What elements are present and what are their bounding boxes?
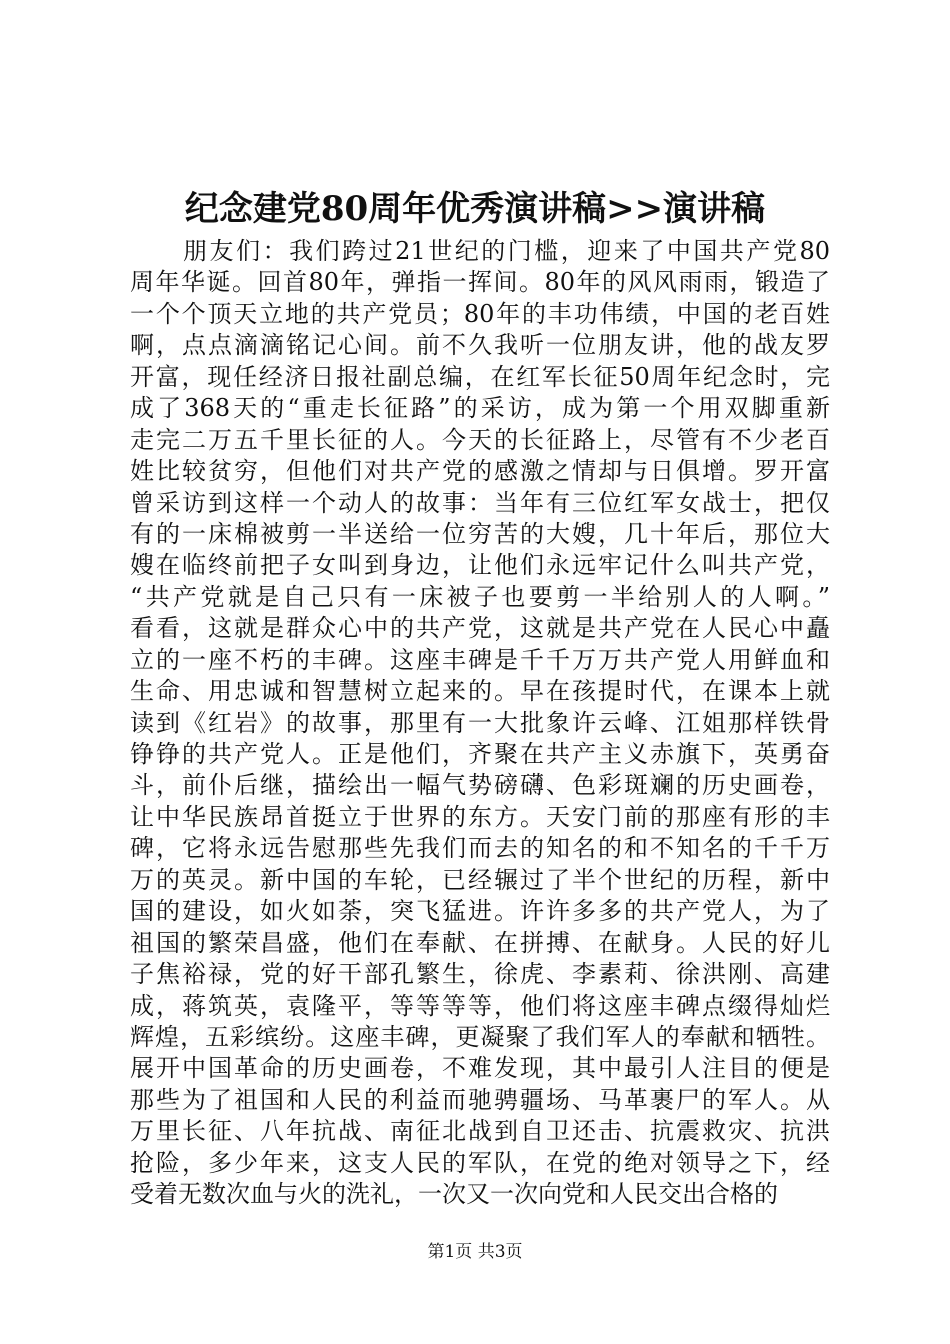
body-line: 国的建设，如火如荼，突飞猛进。许许多多的共产党人，为了 [130, 897, 830, 926]
body-line: 有的一床棉被剪一半送给一位穷苦的大嫂，几十年后，那位大 [130, 519, 830, 548]
body-line: 碑，它将永远告慰那些先我们而去的知名的和不知名的千千万 [130, 834, 830, 863]
body-line: 姓比较贫穷，但他们对共产党的感激之情却与日俱增。罗开富 [130, 457, 830, 486]
body-line: 成了368天的“重走长征路”的采访，成为第一个用双脚重新 [130, 394, 830, 423]
body-line: 啊，点点滴滴铭记心间。前不久我听一位朋友讲，他的战友罗 [130, 331, 830, 360]
body-line: 曾采访到这样一个动人的故事：当年有三位红军女战士，把仅 [130, 488, 830, 517]
body-line: 祖国的繁荣昌盛，他们在奉献、在拼搏、在献身。人民的好儿 [130, 928, 830, 957]
body-line: 生命、用忠诚和智慧树立起来的。早在孩提时代，在课本上就 [130, 677, 830, 706]
body-line: 抢险，多少年来，这支人民的军队，在党的绝对领导之下，经 [130, 1148, 830, 1177]
body-line: “共产党就是自己只有一床被子也要剪一半给别人的人啊。” [130, 582, 830, 611]
body-line: 斗，前仆后继，描绘出一幅气势磅礴、色彩斑斓的历史画卷， [130, 771, 830, 800]
body-line: 那些为了祖国和人民的利益而驰骋疆场、马革裹尸的军人。从 [130, 1085, 830, 1114]
body-line: 子焦裕禄，党的好干部孔繁生，徐虎、李素莉、徐洪刚、高建 [130, 960, 830, 989]
body-line: 让中华民族昂首挺立于世界的东方。天安门前的那座有形的丰 [130, 802, 830, 831]
body-line: 开富，现任经济日报社副总编，在红军长征50周年纪念时，完 [130, 362, 830, 391]
body-line: 朋友们：我们跨过21世纪的门槛，迎来了中国共产党80 [130, 237, 830, 265]
body-line: 万的英灵。新中国的车轮，已经辗过了半个世纪的历程，新中 [130, 865, 830, 894]
body-line: 铮铮的共产党人。正是他们，齐聚在共产主义赤旗下，英勇奋 [130, 740, 830, 768]
document-title: 纪念建党80周年优秀演讲稿>>演讲稿 [184, 189, 766, 229]
body-line: 展开中国革命的历史画卷，不难发现，其中最引人注目的便是 [130, 1054, 830, 1083]
body-line: 成，蒋筑英，袁隆平，等等等等，他们将这座丰碑点缀得灿烂 [130, 991, 830, 1020]
body-line: 走完二万五千里长征的人。今天的长征路上，尽管有不少老百 [130, 425, 830, 454]
page-number-footer: 第1页 共3页 [427, 1242, 523, 1262]
document-body [130, 236, 830, 1211]
body-line: 受着无数次血与火的洗礼，一次又一次向党和人民交出合格的 [130, 1180, 778, 1209]
body-line: 读到《红岩》的故事，那里有一大批象许云峰、江姐那样铁骨 [130, 708, 830, 737]
body-line: 立的一座不朽的丰碑。这座丰碑是千千万万共产党人用鲜血和 [130, 645, 830, 674]
body-line: 周年华诞。回首80年，弹指一挥间。80年的风风雨雨，锻造了 [130, 268, 830, 297]
body-line: 辉煌，五彩缤纷。这座丰碑，更凝聚了我们军人的奉献和牺牲。 [130, 1022, 830, 1051]
body-line: 万里长征、八年抗战、南征北战到自卫还击、抗震救灾、抗洪 [130, 1117, 830, 1146]
body-line: 看看，这就是群众心中的共产党，这就是共产党在人民心中矗 [130, 614, 830, 643]
body-line: 嫂在临终前把子女叫到身边，让他们永远牢记什么叫共产党， [130, 551, 830, 580]
body-line: 一个个顶天立地的共产党员；80年的丰功伟绩，中国的老百姓 [130, 299, 830, 328]
